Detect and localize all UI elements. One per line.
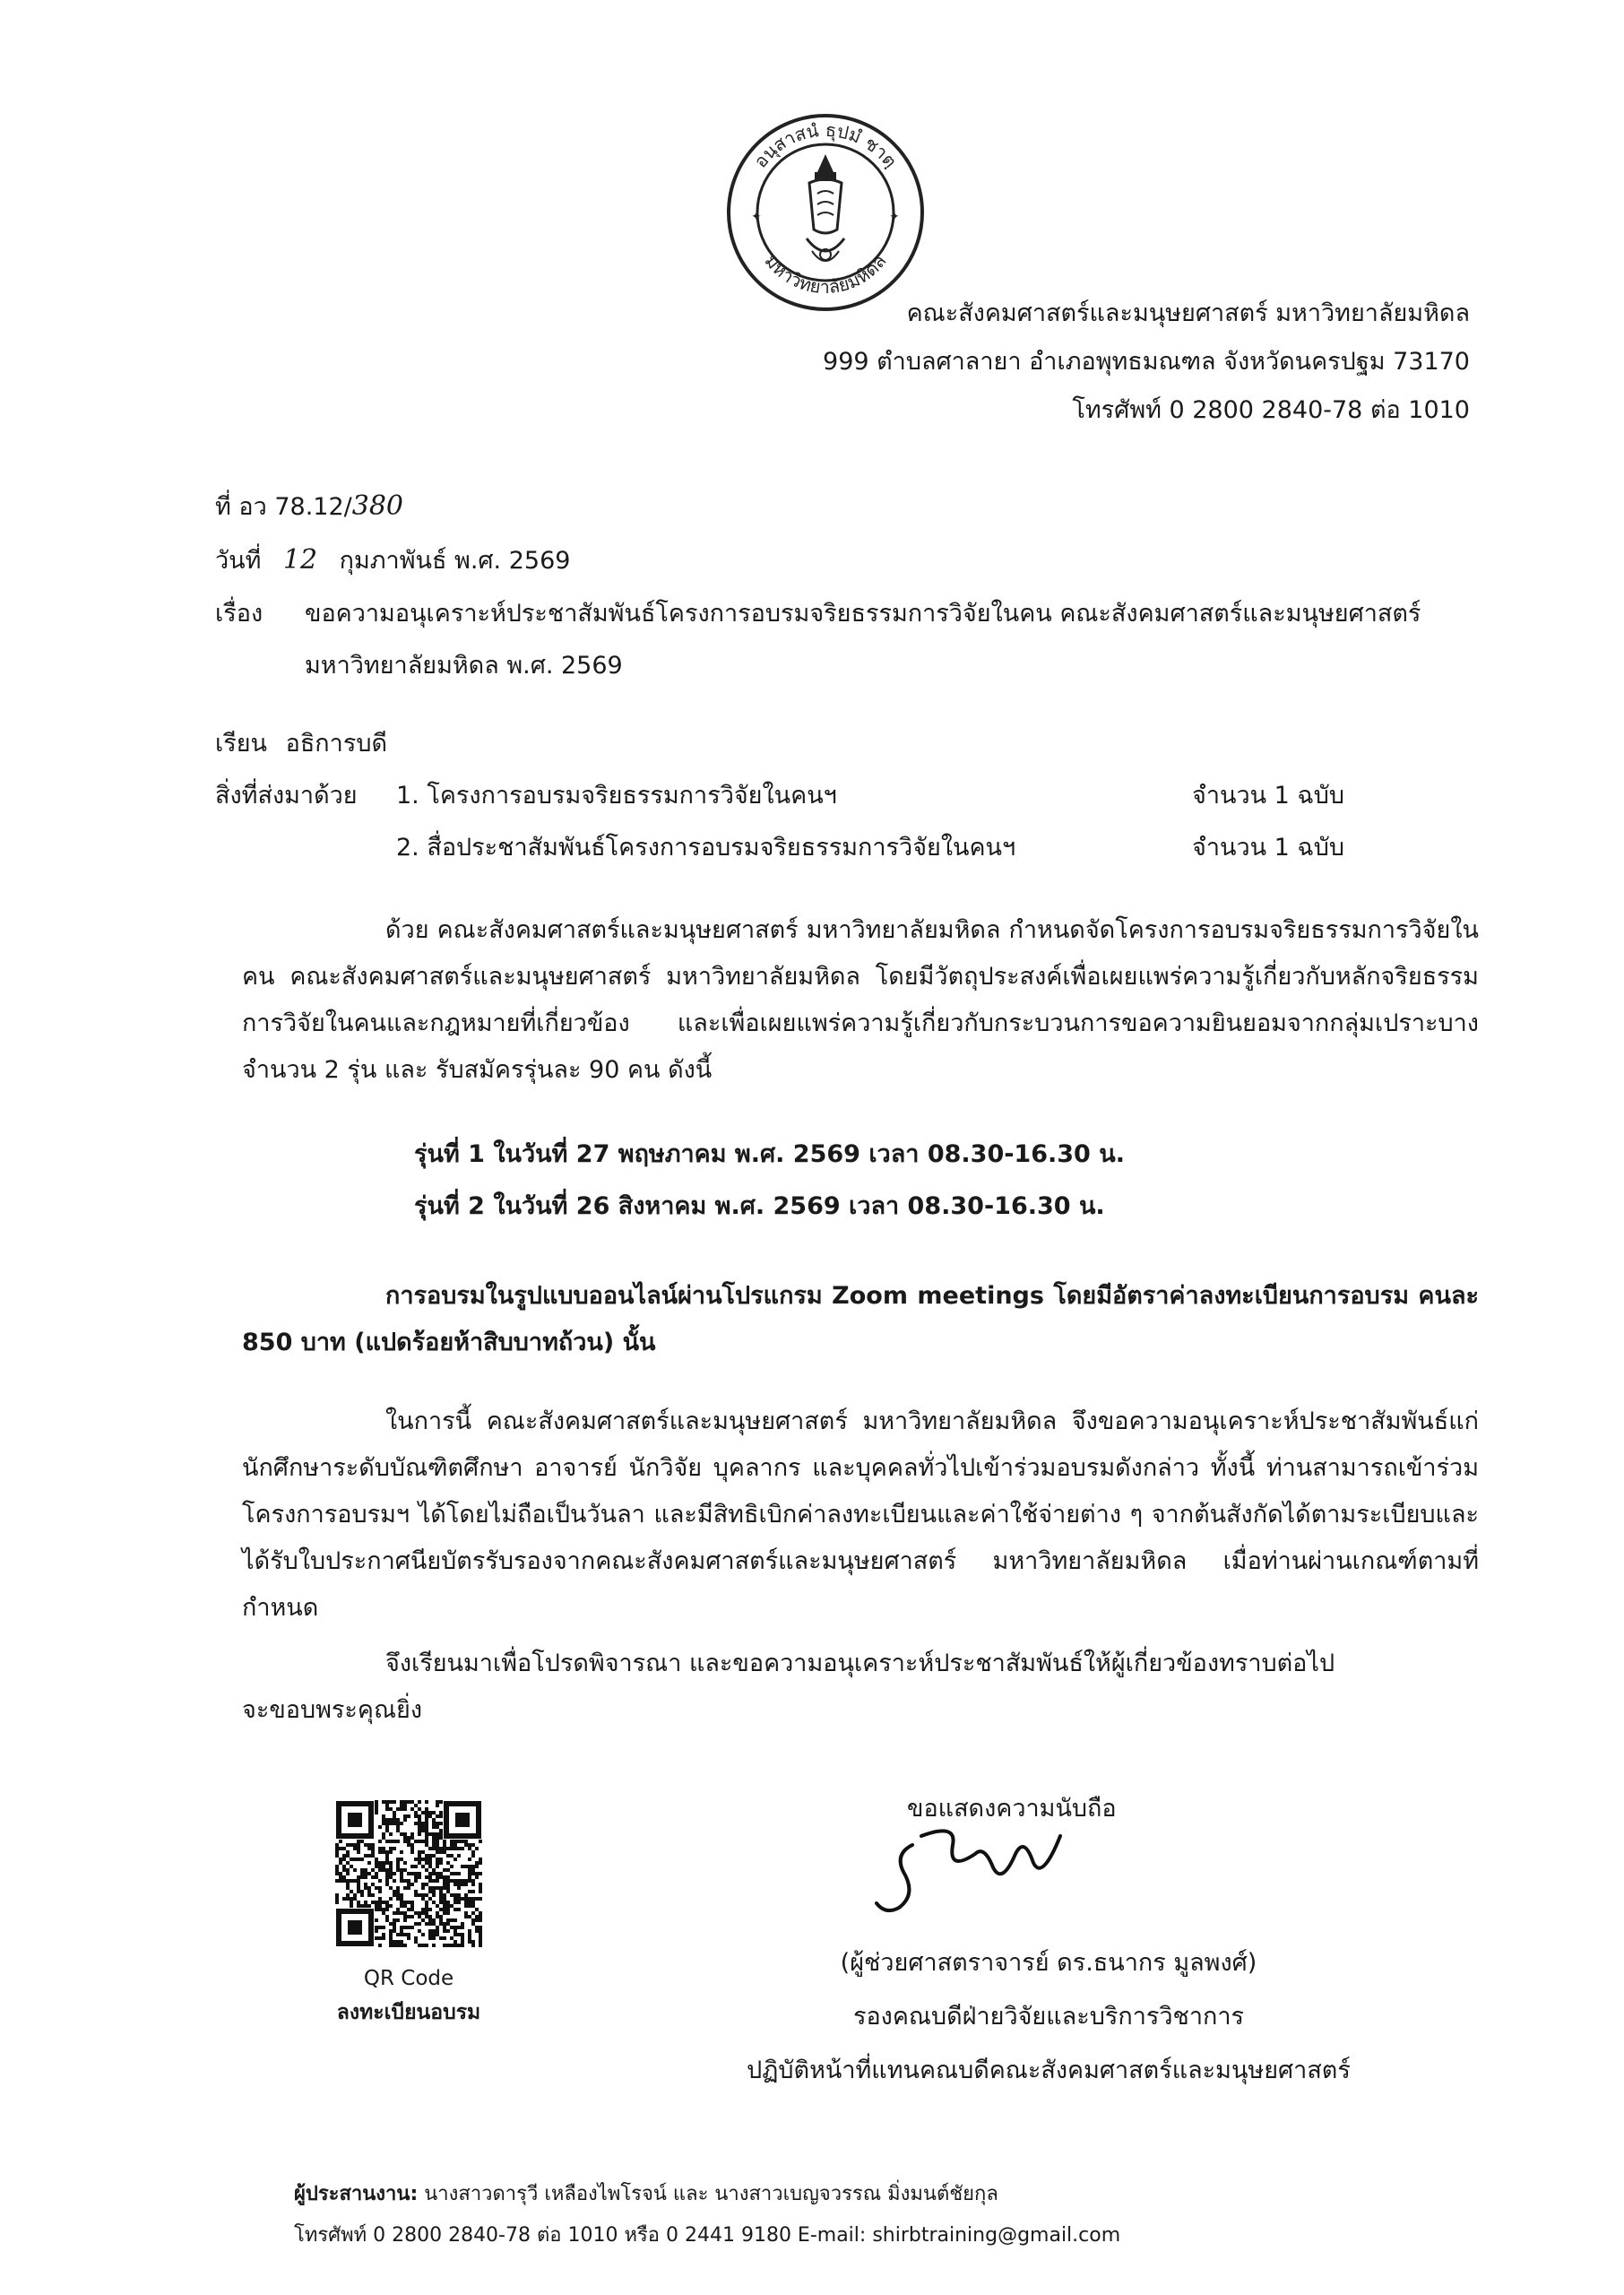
subject [215, 596, 1421, 684]
qr-caption [335, 1962, 482, 2030]
body-paragraph-2: การอบรมในรูปแบบออนไลน์ผ่านโปรแกรม Zoom meetings โดยมีอัตราค่าลงทะเบียนการอบรม คนละ 850 บาท (แปดร้อยห้าสิบบาทถ้วน) นั้น [242, 1282, 1479, 1356]
seal-top-text: อนุสาสนํ ธุปมํ ชาตฺ [749, 118, 902, 172]
body-paragraph-4 [242, 1641, 1479, 1687]
letter-date [215, 542, 570, 579]
letterhead-address [823, 296, 1470, 441]
signer-name: (ผู้ช่วยศาสตราจารย์ ดร.ธนากร มูลพงศ์) [840, 1949, 1257, 1977]
university-seal-logo [724, 111, 927, 314]
seal-bottom-text: มหาวิทยาลัยมหิดล [760, 250, 891, 299]
org-address: 999 ตำบลศาลายา อำเภอพุทธมณฑล จังหวัดนครปฐม 73170 [823, 348, 1470, 376]
session-1: รุ่นที่ 1 ในวันที่ 27 พฤษภาคม พ.ศ. 2569 เวลา 08.30-16.30 น. [414, 1140, 1125, 1168]
enclosure-qty-1: จำนวน 1 ฉบับ [1192, 782, 1345, 810]
subject-label: เรื่อง [215, 600, 263, 628]
recipient [215, 726, 387, 762]
subject-line-1: ขอความอนุเคราะห์ประชาสัมพันธ์โครงการอบรมจริยธรรมการวิจัยในคน คณะสังคมศาสตร์และมนุษยศาสตร์ [305, 600, 1421, 628]
subject-line-2: มหาวิทยาลัยมหิดล พ.ศ. 2569 [305, 652, 623, 680]
date-day-handwritten: 12 [282, 544, 318, 576]
signer-position-2: ปฏิบัติหน้าที่แทนคณบดีคณะสังคมศาสตร์และมนุษยศาสตร์ [747, 2057, 1351, 2084]
body-paragraph-3: ในการนี้ คณะสังคมศาสตร์และมนุษยศาสตร์ มหาวิทยาลัยมหิดล จึงขอความอนุเคราะห์ประชาสัมพันธ์แก่นักศึกษาระดับบัณฑิตศึกษา อาจารย์ นักวิจัย บุคลากร และบุคคลทั่วไปเข้าร่วมอบรมดังกล่าว ทั้งนี้ ท่านสามารถเข้าร่วมโครงการอบรมฯ ได้โดยไม่ถือเป็นวันลา และมีสิทธิเบิกค่าลงทะเบียนและค่าใช้จ่ายต่าง ๆ จากต้นสังกัดได้ตามระเบียบและได้รับใบประกาศนียบัตรรับรองจากคณะสังคมศาสตร์และมนุษยศาสตร์ มหาวิทยาลัยมหิดล เมื่อท่านผ่านเกณฑ์ตามที่กำหนด [242, 1407, 1479, 1622]
ref-number-handwritten: 380 [351, 490, 403, 522]
date-label: วันที่ [215, 547, 262, 575]
enclosure-label: สิ่งที่ส่งมาด้วย [215, 782, 358, 810]
body-paragraph-1: ด้วย คณะสังคมศาสตร์และมนุษยศาสตร์ มหาวิทยาลัยมหิดล กำหนดจัดโครงการอบรมจริยธรรมการวิจัยในคน คณะสังคมศาสตร์และมนุษยศาสตร์ มหาวิทยาลัยมหิดล โดยมีวัตถุประสงค์เพื่อเผยแพร่ความรู้เกี่ยวกับหลักจริยธรรมการวิจัยในคนและกฎหมายที่เกี่ยวข้อง และเพื่อเผยแพร่ความรู้เกี่ยวกับกระบวนการขอความยินยอมจากกลุ่มเปราะบาง จำนวน 2 รุ่น และ รับสมัครรุ่นละ 90 คน ดังนี้ [242, 916, 1479, 1084]
session-2: รุ่นที่ 2 ในวันที่ 26 สิงหาคม พ.ศ. 2569 เวลา 08.30-16.30 น. [414, 1192, 1105, 1220]
enclosure-item-1: 1. โครงการอบรมจริยธรรมการวิจัยในคนฯ [396, 782, 837, 810]
closing-sentence: จึงเรียนมาเพื่อโปรดพิจารณา และขอความอนุเคราะห์ประชาสัมพันธ์ให้ผู้เกี่ยวข้องทราบต่อไป [385, 1650, 1335, 1677]
footer-contact [294, 2177, 1120, 2254]
to-label: เรียน [215, 730, 268, 758]
to-value: อธิการบดี [285, 730, 387, 758]
closing-thanks: จะขอบพระคุณยิ่ง [242, 1696, 423, 1724]
handwritten-signature [868, 1818, 1101, 1917]
registration-qr-code[interactable] [335, 1800, 482, 1947]
signer-position-1: รองคณบดีฝ่ายวิจัยและบริการวิชาการ [852, 2003, 1245, 2031]
reference-number [215, 489, 403, 525]
enclosure-qty-2: จำนวน 1 ฉบับ [1192, 834, 1345, 862]
coordinator-names: นางสาวดารุวี เหลืองไพโรจน์ และ นางสาวเบญจวรรณ มิ่งมนต์ชัยกุล [424, 2183, 998, 2205]
contact-line: โทรศัพท์ 0 2800 2840-78 ต่อ 1010 หรือ 0 2441 9180 E-mail: shirbtraining@gmail.com [294, 2224, 1121, 2247]
org-phone: โทรศัพท์ 0 2800 2840-78 ต่อ 1010 [1072, 396, 1470, 424]
ref-label: ที่ อว 78.12/ [215, 493, 352, 521]
svg-text:มหาวิทยาลัยมหิดล [760, 250, 890, 298]
qr-caption-2: ลงทะเบียนอบรม [336, 2001, 481, 2024]
qr-caption-1: QR Code [363, 1967, 454, 1990]
enclosure-item-2: 2. สื่อประชาสัมพันธ์โครงการอบรมจริยธรรมการวิจัยในคนฯ [396, 834, 1016, 862]
coordinator-label: ผู้ประสานงาน: [294, 2183, 419, 2205]
svg-text:✦: ✦ [889, 210, 900, 224]
org-name: คณะสังคมศาสตร์และมนุษยศาสตร์ มหาวิทยาลัยมหิดล [906, 299, 1470, 327]
svg-text:✦: ✦ [751, 210, 762, 224]
date-rest: กุมภาพันธ์ พ.ศ. 2569 [339, 547, 571, 575]
closing-salutation: ขอแสดงความนับถือ [907, 1795, 1117, 1823]
